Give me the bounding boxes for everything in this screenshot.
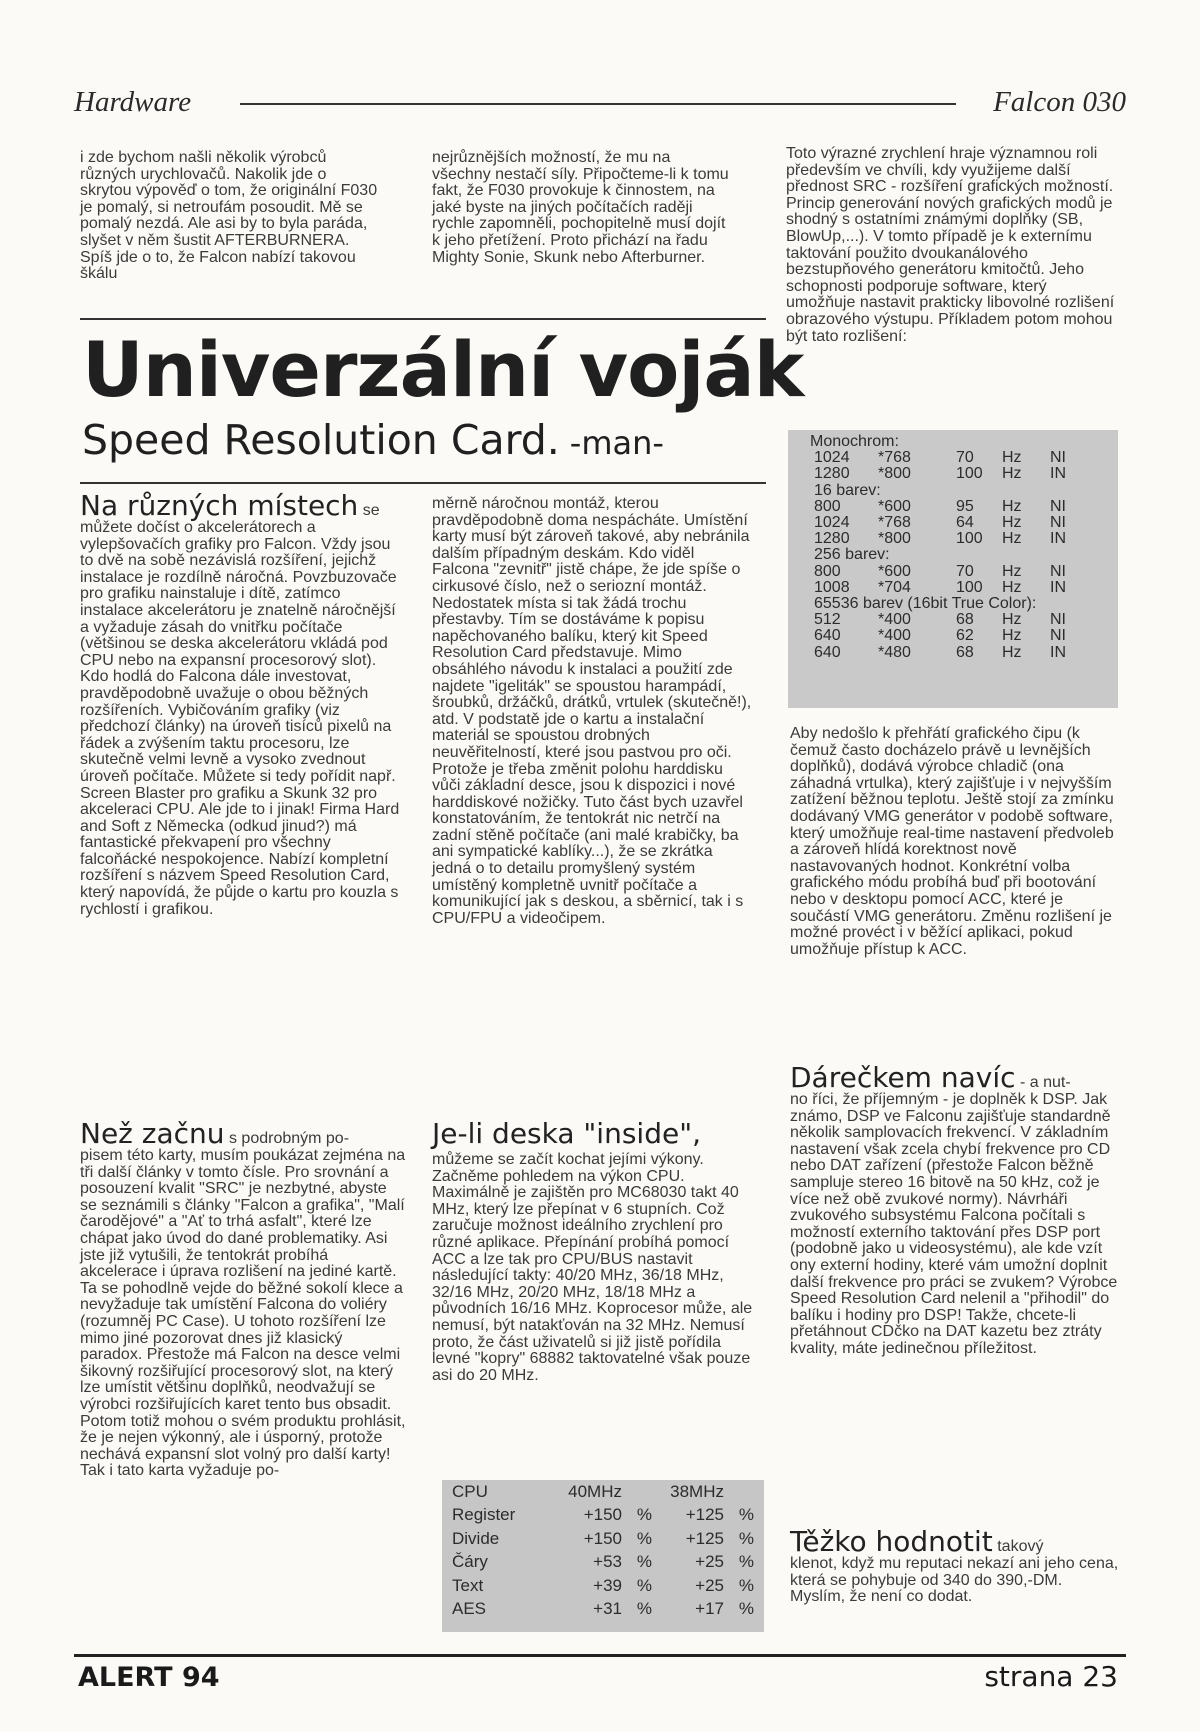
footer-rule: [74, 1654, 1126, 1657]
res-refresh: 100: [956, 530, 983, 548]
res-width: 1008: [814, 578, 850, 596]
header-rule: [240, 103, 956, 105]
table-cell: %: [636, 1552, 652, 1572]
table-cell: %: [738, 1505, 754, 1525]
section-nez-zacnu: [80, 1117, 406, 1480]
resolution-intro-text: Toto výrazné zrychlení hraje významnou roli především ve chvíli, kdy využijeme další přednost SRC - rozšíření grafických možností. Princip generování nových grafických modů je shodný s ostatními známými doplňky (SB, BlowUp,...). V tomto případě je k externímu taktování použito dvoukanálového bezstupňového generátoru kmitočtů. Jeho schopnosti podporuje software, který umožňuje nastavit prakticky libovolné rozlišení obrazového výstupu. Příkladem potom mohou být tato rozlišení:: [786, 145, 1115, 345]
section-darecek-navic: [790, 1061, 1120, 1358]
resolution-row: [788, 612, 1118, 628]
group-label: 16 barev:: [814, 481, 881, 499]
table-cell: +17: [695, 1599, 724, 1619]
article-subtitle: [82, 416, 664, 464]
res-height: *768: [878, 514, 911, 532]
res-mode: NI: [1050, 562, 1066, 580]
resolution-row: [788, 645, 1118, 661]
table-cell: +31: [593, 1599, 622, 1619]
table-row: [442, 1574, 764, 1598]
mounting-text: měrně náročnou montáž, kterou pravděpodobně doma nespácháte. Umístění karty musí být zároveň takové, aby nebránila dalším případným deskám. Kdo viděl Falcona "zevnitř" jistě chápe, že jde spíše o cirkusové číslo, než o seriozní montáž. Nedostatek místa si tak žádá trochu přestavby. Tím se dostáváme k popisu napěchovaného balíku, který kit Speed Resolution Card představuje. Mimo obsáhlého návodu k instalaci a použití zde najdete "igeliták" se spoustou harampádí, šroubků, držáčků, drátků, vrtulek (skutečně!), atd. V podstatě jde o kartu a instalační materiál se spoustou drobných neuvěřitelností, které jsou pastvou pro oči. Protože je třeba změnit polohu harddisku vůči základní desce, jsou k dispozici i nové harddiskové nožičky. Tuto část bych uzavřel konstatováním, že tentokrát nic netrčí na zadní stěně počítače (ani malé krabičky, ba ani sympatické kablíky...), že se zkrátka jedná o to detailu promyšlený systém umístěný kompletně uvnitř počítače a komunikující jak s deskou, a sběrnicí, tak i s CPU/FPU a videočipem.: [432, 495, 752, 927]
section-heading: Než začnu: [80, 1117, 225, 1150]
section-heading: Dárečkem navíc: [790, 1061, 1016, 1094]
res-unit: Hz: [1002, 627, 1022, 645]
section-je-li-deska: [432, 1117, 762, 1384]
res-mode: IN: [1050, 643, 1066, 661]
performance-table: [442, 1480, 764, 1632]
res-unit: Hz: [1002, 578, 1022, 596]
intro-text-col2: nejrůznějších možností, že mu na všechny nestačí síly. Připočteme-li k tomu fakt, že F030 provokuje k činnostem, na jaké byste na jiných počítačích raději rychle zapomněli, pochopitelně musí dojít k jeho přetížení. Proto přichází na řadu Mighty Sonie, Skunk nebo Afterburner.: [432, 149, 729, 266]
section-heading: Je-li deska "inside",: [432, 1117, 701, 1150]
section-lead: - a nut-: [1019, 1074, 1071, 1091]
resolution-row: [788, 466, 1118, 482]
table-cell: +25: [695, 1552, 724, 1572]
res-unit: Hz: [1002, 497, 1022, 515]
res-unit: Hz: [1002, 530, 1022, 548]
section-tezko-hodnotit: [790, 1525, 1120, 1606]
res-unit: Hz: [1002, 514, 1022, 532]
table-cell: +53: [593, 1552, 622, 1572]
res-refresh: 68: [956, 611, 974, 629]
table-cell: %: [636, 1575, 652, 1595]
res-refresh: 68: [956, 643, 974, 661]
res-height: *400: [878, 627, 911, 645]
res-mode: NI: [1050, 627, 1066, 645]
table-cell: %: [636, 1528, 652, 1548]
res-refresh: 95: [956, 497, 974, 515]
author-signature: -man-: [569, 424, 664, 462]
table-cell: Register: [452, 1505, 516, 1525]
res-unit: Hz: [1002, 465, 1022, 483]
table-cell: %: [636, 1505, 652, 1525]
res-height: *600: [878, 497, 911, 515]
res-mode: NI: [1050, 449, 1066, 467]
article-title: Univerzální voják: [82, 325, 804, 414]
running-header: [74, 86, 1126, 126]
table-row: [442, 1504, 764, 1528]
res-width: 1280: [814, 530, 850, 548]
table-header-cell: 38MHz: [670, 1481, 724, 1501]
intro-text-col1: i zde bychom našli několik výrobců různých urychlovačů. Nakolik jde o skrytou výpověď o tom, že originální F030 je pomalý, si netroufám posoudit. Mě se pomalý nezdá. Ale asi by to byla paráda, slyšet v něm šustit AFTERBURNERA. Spíš jde o to, že Falcon nabízí takovou škálu: [80, 149, 378, 283]
res-width: 800: [814, 562, 841, 580]
res-width: 1024: [814, 514, 850, 532]
table-cell: %: [738, 1528, 754, 1548]
res-height: *400: [878, 611, 911, 629]
table-cell: Divide: [452, 1528, 500, 1548]
res-mode: NI: [1050, 497, 1066, 515]
table-cell: %: [738, 1599, 754, 1619]
table-header-row: [442, 1480, 764, 1504]
table-cell: +150: [583, 1505, 622, 1525]
res-width: 1280: [814, 465, 850, 483]
res-mode: IN: [1050, 578, 1066, 596]
section-label: Hardware: [74, 86, 192, 118]
table-cell: Čáry: [452, 1552, 488, 1572]
section-text: no říci, že příjemným - je doplněk k DSP. Jak známo, DSP ve Falconu zajišťuje standardně několik samplovacích frekvencí. V základním nastavení však zcela chybí frekvence pro CD nebo DAT zařízení (přestože Falcon běžně sampluje stereo 16 bitově na 50 kHz, což je více než obě zvukové normy). Návrháři zvukového subsystému Falcona počítali s možností externího taktování přes DSP port (podobně jako u videosystému), ale kde vzít ony externí hodiny, které vám umožní doplnit další frekvence pro práci se zvukem? Výrobce Speed Resolution Card nelenil a "přihodil" do balíku i hodiny pro DSP! Takže, chcete-li přetáhnout CDčko na DAT kazetu bez ztráty kvality, máte jedinečnou příležitost.: [790, 1091, 1118, 1357]
table-cell: +150: [583, 1528, 622, 1548]
resolution-row: [788, 580, 1118, 596]
table-cell: Text: [452, 1575, 484, 1595]
section-heading: Na různých místech: [80, 489, 359, 522]
title-top-rule: [80, 318, 766, 320]
table-row: [442, 1551, 764, 1575]
res-mode: IN: [1050, 530, 1066, 548]
res-mode: NI: [1050, 514, 1066, 532]
section-heading: Těžko hodnotit: [790, 1525, 993, 1558]
resolution-row: [788, 531, 1118, 547]
section-lead: se: [362, 502, 380, 519]
section-text: pisem této karty, musím poukázat zejména na tři další články v tomto čísle. Pro srovnání a posouzení kvalit "SRC" je nezbytné, abyste se seznámili s články "Falcon a grafika", "Malí čarodějové" a "Ať to trhá asfalt", které lze chápat jako úvod do dané problematiky. Asi jste již vytušili, že tentokrát probíhá akcelerace i úprava rozlišení na jediné kartě. Ta se pohodlně vejde do běžné sokolí klece a nevyžaduje tak umístění Falcona do voliéry (rozumněj PC Case). U tohoto rozšíření lze mimo jiné pozorovat dnes již klasický paradox. Přestože má Falcon na desce velmi šikovný rozšiřující procesorový slot, na který lze umístit většinu doplňků, neodvažují se výrobci rozšiřujících karet tento bus obsadit. Potom totiž mohou o svém produktu prohlásit, že je nejen výkonný, ale i úsporný, protože nechává expansní slot volný pro další karty! Tak i tato karta vyžaduje po-: [80, 1147, 406, 1480]
res-refresh: 64: [956, 514, 974, 532]
res-width: 640: [814, 627, 841, 645]
table-cell: +125: [685, 1528, 724, 1548]
res-refresh: 100: [956, 465, 983, 483]
res-height: *800: [878, 465, 911, 483]
resolution-row: [788, 628, 1118, 644]
table-header-cell: 40MHz: [568, 1481, 622, 1501]
table-cell: +39: [593, 1575, 622, 1595]
section-text: můžeme se začít kochat jejími výkony. Začněme pohledem na výkon CPU. Maximálně je zajištěn pro MC68030 takt 40 MHz, který lze přepínat v 6 stupních. Což zaručuje možnost ideálního zrychlení pro různé aplikace. Přepínání probíhá pomocí ACC a lze tak pro CPU/BUS nastavit následující takty: 40/20 MHz, 36/18 MHz, 32/16 MHz, 20/20 MHz, 18/18 MHz a původních 16/16 MHz. Koprocesor může, ale nemusí, být natakťován na 32 MHz. Nemusí proto, že část uživatelů si již jistě pořídila levné "kopry" 68882 taktovatelné však pouze asi do 20 MHz.: [432, 1151, 753, 1384]
resolution-list: [788, 430, 1118, 708]
res-height: *768: [878, 449, 911, 467]
table-cell: %: [738, 1575, 754, 1595]
topic-label: Falcon 030: [993, 86, 1126, 118]
subtitle-text: Speed Resolution Card.: [82, 416, 560, 464]
res-height: *704: [878, 578, 911, 596]
table-cell: %: [738, 1552, 754, 1572]
res-unit: Hz: [1002, 449, 1022, 467]
resolution-row: [788, 450, 1118, 466]
table-cell: %: [636, 1599, 652, 1619]
table-cell: AES: [452, 1599, 487, 1619]
res-height: *800: [878, 530, 911, 548]
res-width: 640: [814, 643, 841, 661]
table-cell: +25: [695, 1575, 724, 1595]
section-lead: takový: [997, 1538, 1044, 1555]
section-text: klenot, když mu reputaci nekazí ani jeho cena, která se pohybuje od 340 do 390,-DM. Myslím, že není co dodat.: [790, 1555, 1119, 1606]
res-mode: IN: [1050, 465, 1066, 483]
cooling-text: Aby nedošlo k přehřátí grafického čipu (k čemuž často docházelo právě u levnějších doplňků), dodává výrobce chladič (ona záhadná vrtulka), který zajišťuje i v nejvyšším zatížení běžnou teplotu. Ještě stojí za zmínku dodávaný VMG generátor v podobě software, který umožňuje real-time nastavení předvoleb a zároveň hlídá korektnost nově nastavovaných hodnot. Konkrétní volba grafického módu probíhá buď při bootování nebo v desktopu pomocí ACC, které je součástí VMG generátoru. Změnu rozlišení je možné provéct i v běžící aplikaci, pokud umožňuje přístup k ACC.: [790, 725, 1114, 958]
resolution-row: [788, 499, 1118, 515]
res-refresh: 70: [956, 562, 974, 580]
section-text: můžete dočíst o akcelerátorech a vylepšovačích grafiky pro Falcon. Vždy jsou to dvě na sobě nezávislá rozšíření, jejichž instalace je rozdílně náročná. Povzbuzovače pro grafiku nainstaluje i dítě, zatímco instalace akcelerátoru je znatelně náročnější a vyžaduje zásah do vnitřku počítače (většinou se deska akcelerátoru vkládá pod CPU nebo na expansní procesorový slot). Kdo hodlá do Falcona dále investovat, pravděpodobně uvažuje o obou běžných rozšířeních. Vybičováním grafiky (viz předchozí články) na úroveň tisíců pixelů na řádek a zvýšením taktu procesoru, lze skutečně velmi levně a vysoko zvednout úroveň počítače. Můžete si tedy pořídit např. Screen Blaster pro grafiku a Skunk 32 pro akceleraci CPU. Ale jde to i jinak! Firma Hard and Soft z Německa (odkud jinud?) má fantastické překvapení pro všechny falcoňácké nespokojence. Nabízí kompletní rozšíření s názvem Speed Resolution Card, který napovídá, že půjde o kartu pro kouzla s rychlostí i grafikou.: [80, 519, 400, 918]
res-unit: Hz: [1002, 643, 1022, 661]
group-label: Monochrom:: [810, 433, 899, 450]
group-label: 65536 barev (16bit True Color):: [814, 595, 1037, 613]
group-label: 256 barev:: [814, 546, 890, 564]
res-refresh: 70: [956, 449, 974, 467]
page-number: strana 23: [984, 1660, 1118, 1693]
resolution-row: [788, 564, 1118, 580]
title-bottom-rule: [80, 482, 766, 484]
section-lead: s podrobným po-: [228, 1130, 350, 1147]
res-width: 512: [814, 611, 841, 629]
res-unit: Hz: [1002, 611, 1022, 629]
res-refresh: 100: [956, 578, 983, 596]
res-height: *480: [878, 643, 911, 661]
table-row: [442, 1598, 764, 1622]
table-cell: +125: [685, 1505, 724, 1525]
res-width: 1024: [814, 449, 850, 467]
magazine-name: ALERT 94: [78, 1662, 220, 1693]
res-unit: Hz: [1002, 562, 1022, 580]
table-header-cell: CPU: [452, 1481, 488, 1501]
res-height: *600: [878, 562, 911, 580]
section-na-ruznych-mistech: [80, 489, 406, 918]
resolution-row: [788, 515, 1118, 531]
res-refresh: 62: [956, 627, 974, 645]
res-mode: NI: [1050, 611, 1066, 629]
table-row: [442, 1527, 764, 1551]
res-width: 800: [814, 497, 841, 515]
